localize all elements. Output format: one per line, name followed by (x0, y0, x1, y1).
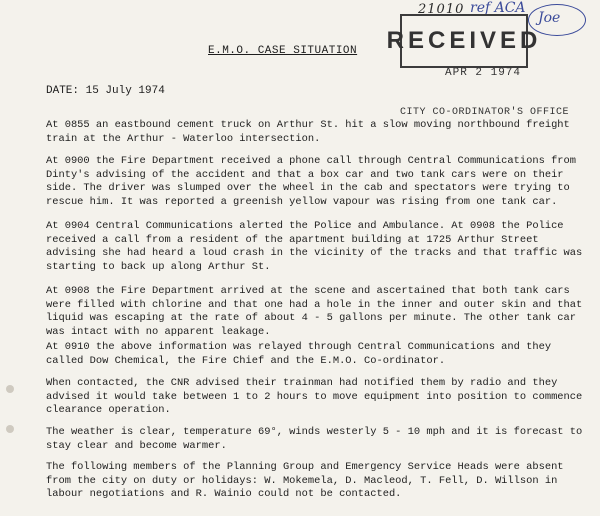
handwritten-file-number: 21010 (418, 2, 465, 17)
received-stamp-text: RECEIVED (386, 27, 542, 54)
received-stamp-office: CITY CO-ORDINATOR'S OFFICE (400, 107, 570, 118)
paragraph-police-alert: At 0904 Central Communications alerted the Police and Ambulance. At 0908 the Police received a call from a resident of the apartment building at 1725 Arthur Street advising she had heard a loud crash in the vicinity of the tracks and that traffic was starting to back up along Arthur St. (46, 220, 583, 273)
document-title: E.M.O. CASE SITUATION (208, 45, 358, 57)
paragraph-chlorine-leak: At 0908 the Fire Department arrived at the scene and ascertained that both tank cars were filled with chlorine and that one had a hole in the inner and outer skin and that liquid was escaping at the rate of about 4 - 5 gallons per minute. The other tank car was intact with no apparent leakage. (46, 285, 583, 338)
paragraph-absent-members: The following members of the Planning Group and Emergency Service Heads were absent from the city on duty or holidays: W. Mokemela, D. Macleod, T. Fell, D. Willson in labour negotiations and R. Wainio could not be contacted. (46, 461, 564, 500)
handwritten-initials: Joe (538, 10, 561, 26)
received-stamp-date: APR 2 1974 (445, 67, 522, 79)
paragraph-accident: At 0855 an eastbound cement truck on Arthur St. hit a slow moving northbound freight train at the Arthur - Waterloo intersection. (46, 119, 570, 145)
paragraph-fire-dept-call: At 0900 the Fire Department received a phone call through Central Communications from Dinty's advising of the accident and that a box car and two tank cars were on their side. The driver was slumped over the wheel in the cab and spectators were trying to rescue him. It was reported a greenish yellow vapour was rising from one tank car. (46, 155, 577, 208)
handwritten-note: ref ACA (470, 0, 526, 16)
received-stamp (386, 14, 542, 68)
paragraph-weather: The weather is clear, temperature 69°, winds westerly 5 - 10 mph and it is forecast to stay clear and become warmer. (46, 426, 583, 452)
paragraph-information-relayed: At 0910 the above information was relayed through Central Communications and they called Dow Chemical, the Fire Chief and the E.M.O. Co-ordinator. (46, 341, 552, 367)
paragraph-cnr-response: When contacted, the CNR advised their trainman had notified them by radio and they advised it would take between 1 to 2 hours to move equipment into position to commence clearance operation. (46, 377, 583, 416)
document-date: DATE: 15 July 1974 (46, 85, 165, 97)
